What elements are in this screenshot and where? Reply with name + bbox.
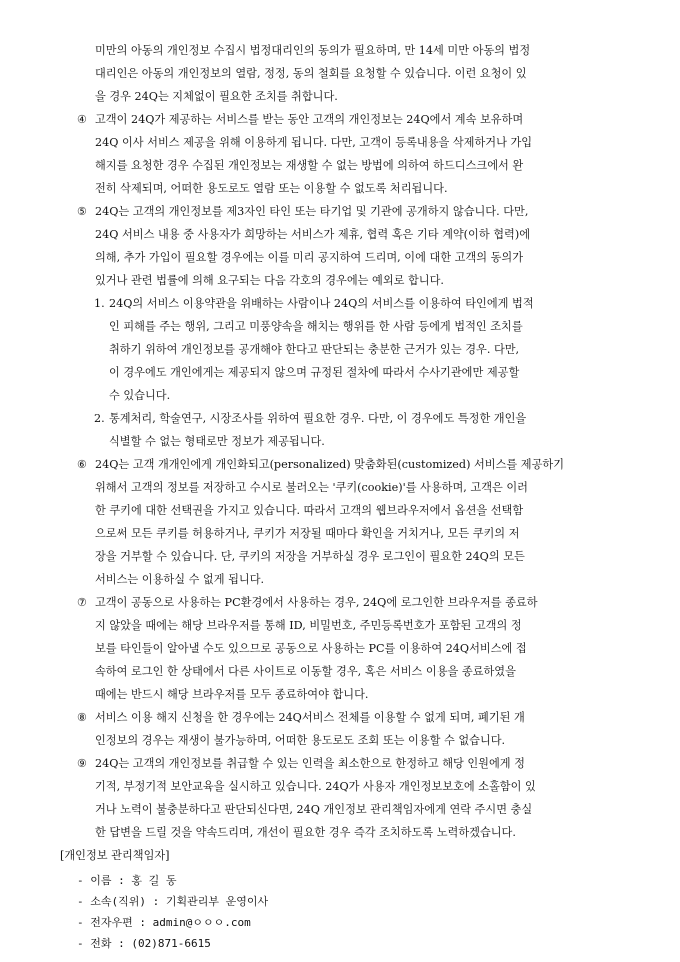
item-marker: ④ — [77, 113, 88, 126]
item-marker: ⑦ — [77, 596, 88, 609]
item4-line: 해지를 요청한 경우 수집된 개인정보는 재생할 수 없는 방법에 의하여 하드디스크에서 완 — [95, 159, 524, 172]
item6-line: 서비스는 이용하실 수 없게 됩니다. — [95, 573, 265, 586]
item7-line: 보를 타인들이 알아낼 수도 있으므로 공동으로 사용하는 PC를 이용하여 24Q서비스에 접 — [95, 642, 527, 655]
item8-line: 인정보의 경우는 재생이 불가능하며, 어떠한 용도로도 조회 또는 이용할 수 없습니다. — [95, 734, 506, 747]
item6-line: 장을 거부할 수 있습니다. 단, 쿠키의 저장을 거부하실 경우 로그인이 필요한 24Q의 모든 — [95, 550, 525, 563]
manager-phone: - 전화 : (02)871-6615 — [77, 937, 211, 950]
item-marker: ⑨ — [77, 757, 88, 770]
subitem1-line: 24Q의 서비스 이용약관을 위배하는 사람이나 24Q의 서비스를 이용하여 타인에게 법적 — [109, 297, 534, 310]
item-marker: ⑥ — [77, 458, 88, 471]
item-marker: ⑧ — [77, 711, 88, 724]
subitem1-line: 인 피해를 주는 행위, 그리고 미풍양속을 해치는 행위를 한 사람 등에게 법적인 조치를 — [109, 320, 523, 333]
subitem-marker: 2. — [94, 412, 105, 425]
subitem-marker: 1. — [94, 297, 105, 310]
subitem1-line: 수 있습니다. — [109, 389, 171, 402]
item5-line: 24Q 서비스 내용 중 사용자가 희망하는 서비스가 제휴, 협력 혹은 기타 계약(이하 협력)에 — [95, 228, 531, 241]
item9-line: 24Q는 고객의 개인정보를 취급할 수 있는 인력을 최소한으로 한정하고 해당 인원에게 정 — [95, 757, 525, 770]
item6-line: 으로써 모든 쿠키를 허용하거나, 쿠키가 저장될 때마다 확인을 거치거나, 모든 쿠키의 저 — [95, 527, 520, 540]
item9-line: 기적, 부정기적 보안교육을 실시하고 있습니다. 24Q가 사용자 개인정보보호에 소홀함이 있 — [95, 780, 536, 793]
subitem1-line: 취하기 위하여 개인정보를 공개해야 한다고 판단되는 충분한 근거가 있는 경우. 다만, — [109, 343, 520, 356]
manager-email: - 전자우편 : admin@ㅇㅇㅇ.com — [77, 916, 251, 929]
item4-line: 24Q 이사 서비스 제공을 위해 이용하게 됩니다. 다만, 고객이 등록내용을 삭제하거나 가입 — [95, 136, 533, 149]
item4-line: 고객이 24Q가 제공하는 서비스를 받는 동안 고객의 개인정보는 24Q에서 계속 보유하며 — [95, 113, 524, 126]
item7-line: 지 않았을 때에는 해당 브라우저를 통해 ID, 비밀번호, 주민등록번호가 포함된 고객의 정 — [95, 619, 522, 632]
item4-line: 전히 삭제되며, 어떠한 용도로도 열람 또는 이용할 수 없도록 처리됩니다. — [95, 182, 448, 195]
item9-line: 한 답변을 드릴 것을 약속드리며, 개선이 필요한 경우 즉각 조치하도록 노력하겠습니다. — [95, 826, 516, 839]
manager-heading: [개인정보 관리책임자] — [60, 849, 170, 862]
item-marker: ⑤ — [77, 205, 88, 218]
manager-affiliation: - 소속(직위) : 기획관리부 운영이사 — [77, 895, 269, 908]
item5-line: 의해, 추가 가입이 필요할 경우에는 이를 미리 공지하여 드리며, 이에 대한 고객의 동의가 — [95, 251, 524, 264]
paragraph-line: 을 경우 24Q는 지체없이 필요한 조치를 취합니다. — [95, 90, 338, 103]
item5-line: 24Q는 고객의 개인정보를 제3자인 타인 또는 타기업 및 기관에 공개하지 않습니다. 다만, — [95, 205, 529, 218]
item6-line: 한 쿠키에 대한 선택권을 가지고 있습니다. 따라서 고객의 웹브라우저에서 옵션을 선택함 — [95, 504, 524, 517]
item6-line: 24Q는 고객 개개인에게 개인화되고(personalized) 맞춤화된(customized) 서비스를 제공하기 — [95, 458, 565, 471]
item8-line: 서비스 이용 해지 신청을 한 경우에는 24Q서비스 전체를 이용할 수 없게 되며, 폐기된 개 — [95, 711, 525, 724]
paragraph-line: 미만의 아동의 개인정보 수집시 법정대리인의 동의가 필요하며, 만 14세 미만 아동의 법정 — [95, 44, 531, 57]
item6-line: 위해서 고객의 정보를 저장하고 수시로 불러오는 '쿠키(cookie)'를 사용하며, 고객은 이러 — [95, 481, 528, 494]
manager-name: - 이름 : 홍 길 동 — [77, 874, 177, 887]
item5-line: 있거나 관련 법률에 의해 요구되는 다음 각호의 경우에는 예외로 합니다. — [95, 274, 444, 287]
item7-line: 속하여 로그인 한 상태에서 다른 사이트로 이동할 경우, 혹은 서비스 이용을 종료하였을 — [95, 665, 516, 678]
subitem1-line: 이 경우에도 개인에게는 제공되지 않으며 규정된 절차에 따라서 수사기관에만 제공할 — [109, 366, 520, 379]
item7-line: 고객이 공동으로 사용하는 PC환경에서 사용하는 경우, 24Q에 로그인한 브라우저를 종료하 — [95, 596, 538, 609]
paragraph-line: 대리인은 아동의 개인정보의 열람, 정정, 동의 철회를 요청할 수 있습니다. 이런 요청이 있 — [95, 67, 527, 80]
subitem2-line: 통계처리, 학술연구, 시장조사를 위하여 필요한 경우. 다만, 이 경우에도 특정한 개인을 — [109, 412, 527, 425]
item7-line: 때에는 반드시 해당 브라우저를 모두 종료하여야 합니다. — [95, 688, 369, 701]
item9-line: 거나 노력이 불충분하다고 판단되신다면, 24Q 개인정보 관리책임자에게 연락 주시면 충실 — [95, 803, 533, 816]
subitem2-line: 식별할 수 없는 형태로만 정보가 제공됩니다. — [109, 435, 325, 448]
